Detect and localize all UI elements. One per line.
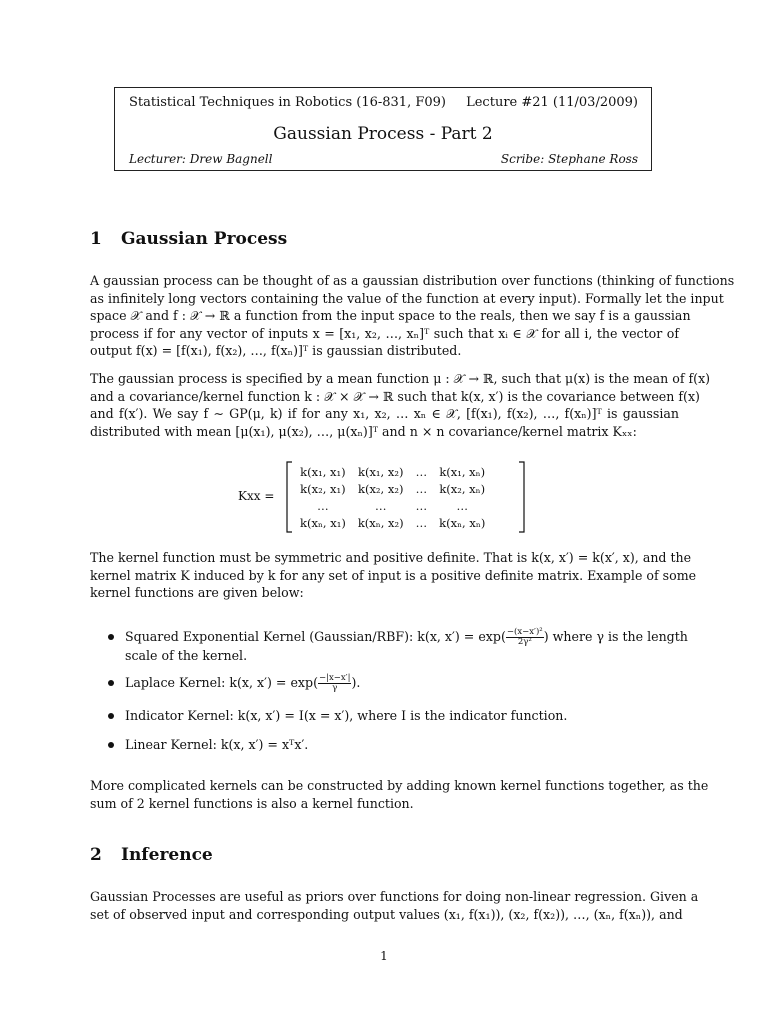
left-bracket (285, 461, 293, 533)
text-line: set of observed input and corresponding output values (x₁, f(x₁)), (x₂, f(x₂)), …, (xₙ, f(xₙ)), and (90, 906, 683, 922)
page-number: 1 (380, 949, 388, 963)
matrix-cell: k(xₙ, xₙ) (439, 515, 486, 530)
fraction-numerator: −(x−x′)² (506, 627, 543, 637)
paragraph-mean-covariance (90, 370, 711, 440)
lecture-title: Gaussian Process - Part 2 (273, 124, 493, 144)
matrix-cell: … (317, 498, 329, 513)
text-run: Squared Exponential Kernel (Gaussian/RBF): k(x, x′) = exp( (125, 629, 506, 644)
text-line: output f(x) = [f(x₁), f(x₂), …, f(xₙ)]ᵀ is gaussian distributed. (90, 343, 462, 358)
text-line: distributed with mean [μ(x₁), μ(x₂), …, μ(xₙ)]ᵀ and n × n covariance/kernel matrix Kₓₓ: (90, 423, 637, 439)
bullet-icon (108, 713, 114, 719)
text-run: ) where γ is the length (543, 629, 688, 644)
matrix-cell: k(x₂, x₂) (357, 481, 404, 496)
scribe-name: Scribe: Stephane Ross (500, 152, 638, 166)
matrix-lhs: Kxx = (238, 489, 275, 503)
text-line: and a covariance/kernel function k : 𝒳 × 𝒳 → ℝ such that k(x, x′) is the covariance between f(x) (90, 388, 700, 404)
matrix-cell: k(x₁, x₂) (357, 464, 404, 479)
fraction-denominator: γ (332, 683, 338, 693)
matrix-cell: … (415, 464, 428, 479)
paragraph-kernel-properties (90, 549, 697, 602)
text-run: ). (351, 675, 361, 690)
text-run: scale of the kernel. (125, 648, 248, 663)
fraction (318, 674, 352, 693)
list-item-text: Linear Kernel: k(x, x′) = xᵀx′. (125, 737, 309, 752)
text-line: Gaussian Processes are useful as priors over functions for doing non-linear regression. Given a (90, 889, 699, 904)
list-item-text (125, 627, 688, 665)
matrix-cell: k(x₂, xₙ) (439, 481, 486, 496)
matrix-cell: k(x₂, x₁) (300, 481, 346, 496)
paragraph-gp-definition (90, 272, 735, 360)
matrix-cell: k(xₙ, x₂) (357, 515, 404, 530)
section-heading-inference (90, 845, 213, 865)
section-number: 1 (90, 229, 102, 249)
text-line: More complicated kernels can be constructed by adding known kernel functions together, as the (90, 778, 709, 793)
lecture-number: Lecture #21 (11/03/2009) (466, 95, 638, 110)
lecture-header-box (114, 87, 652, 171)
list-item-text (125, 674, 679, 693)
bullet-icon (108, 680, 114, 686)
matrix-row (294, 497, 491, 514)
fraction-denominator: 2γ² (517, 637, 532, 647)
matrix-cell: k(xₙ, x₁) (300, 515, 346, 530)
text-line: A gaussian process can be thought of as a gaussian distribution over functions (thinking of functions (90, 273, 735, 288)
fraction-numerator: −|x−x′| (318, 673, 351, 683)
matrix-row (294, 514, 491, 531)
matrix-cell: k(x₁, xₙ) (439, 464, 486, 479)
list-item-text: Indicator Kernel: k(x, x′) = I(x = x′), where I is the indicator function. (125, 708, 568, 723)
matrix-cell: k(x₁, x₁) (300, 464, 346, 479)
text-line: kernel functions are given below: (90, 585, 304, 600)
section-number: 2 (90, 845, 102, 865)
text-line: kernel matrix K induced by k for any set of input is a positive definite matrix. Example of some (90, 567, 697, 583)
text-line: and f(x′). We say f ∼ GP(μ, k) if for any x₁, x₂, … xₙ ∈ 𝒳, [f(x₁), f(x₂), …, f(xₙ)]ᵀ is gaussian (90, 406, 679, 421)
bullet-icon (108, 634, 114, 640)
section-title: Inference (121, 845, 213, 865)
section-title: Gaussian Process (121, 229, 288, 249)
text-run: Laplace Kernel: k(x, x′) = exp( (125, 675, 318, 690)
matrix-cell: … (456, 498, 468, 513)
matrix-row (294, 480, 491, 497)
matrix-cell: … (374, 498, 387, 513)
lecturer-name: Lecturer: Drew Bagnell (129, 152, 273, 166)
matrix-row (294, 463, 491, 480)
paragraph-kernel-composition (90, 777, 709, 812)
text-line: The gaussian process is specified by a mean function μ : 𝒳 → ℝ, such that μ(x) is the mean of f(x) (90, 371, 711, 386)
fraction (506, 628, 544, 647)
text-line: as infinitely long vectors containing the value of the function at every input). Formally let the input (90, 290, 724, 306)
matrix-cell: … (415, 498, 428, 513)
matrix-cell: … (415, 481, 428, 496)
text-line: The kernel function must be symmetric and positive definite. That is k(x, x′) = k(x′, x), and the (90, 550, 692, 565)
text-line: space 𝒳 and f : 𝒳 → ℝ a function from the input space to the reals, then we say f is a gaussian (90, 308, 691, 323)
paragraph-inference-intro (90, 888, 699, 923)
course-name: Statistical Techniques in Robotics (16-831, F09) (129, 95, 446, 110)
text-line: process if for any vector of inputs x = [x₁, x₂, …, xₙ]ᵀ such that xᵢ ∈ 𝒳 for all i, the vector of (90, 325, 679, 341)
text-line: sum of 2 kernel functions is also a kernel function. (90, 795, 414, 811)
kernel-matrix (294, 463, 491, 531)
right-bracket (518, 461, 526, 533)
section-heading-gaussian-process (90, 229, 287, 249)
matrix-cell: … (415, 515, 428, 530)
bullet-icon (108, 742, 114, 748)
